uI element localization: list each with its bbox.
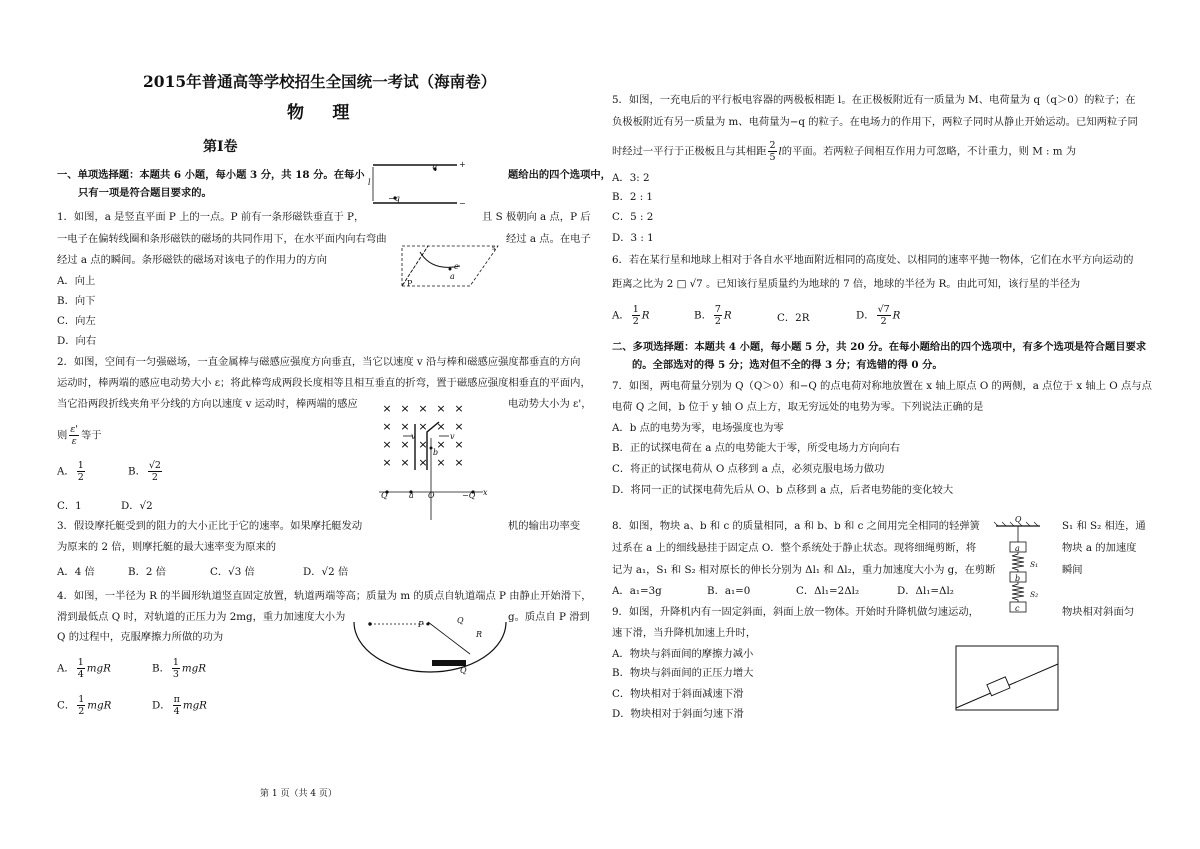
magnetic-field-figure: [375, 398, 495, 522]
spring-a-label: a: [1015, 544, 1020, 553]
q4-option-b: B． $\frac{1}{3}$ mgR: [152, 657, 207, 680]
q5-option-d: D．3 : 1: [612, 232, 654, 244]
field-v1-label: v: [411, 432, 416, 441]
q6-option-d: D． $\frac{√7}{2}$ R: [856, 304, 901, 327]
mag-a-label: a: [450, 272, 455, 281]
q5-option-a: A．3: 2: [612, 172, 650, 184]
spring-S2-label: S₂: [1030, 590, 1039, 599]
q4-line2a: 滑到最低点 Q 时，对轨道的正压力为 2mg，重力加速度大小为: [57, 611, 346, 623]
field-cross-mark: ×: [418, 402, 428, 415]
q6-option-a: A． $\frac{1}{2}$ R: [612, 304, 650, 327]
field-cross-mark: ×: [454, 456, 464, 469]
q2-option-b: B． $\frac{√2}{2}$: [128, 460, 161, 483]
q9-option-a: A．物块与斜面间的摩擦力减小: [612, 648, 754, 660]
q5-line3b: 的平面。若两粒子间相互作用力可忽略，不计重力，则 M : m 为: [781, 145, 1077, 158]
q1-option-b: B．向下: [57, 295, 96, 307]
semicircle-track-figure: [350, 612, 510, 674]
section2-line2: 的。全部选对的得 5 分；选对但不全的得 3 分；有选错的得 0 分。: [632, 359, 943, 371]
q3-line2: 为原来的 2 倍，则摩托艇的最大速率变为原来的: [57, 541, 277, 553]
q7-option-a: A．b 点的电势为零，电场强度也为零: [612, 422, 784, 434]
section2-line1: 二、多项选择题：本题共 4 小题，每小题 5 分，共 20 分。在每小题给出的四个选项中，有多个选项是符合题目要求: [612, 341, 1147, 353]
q2-ratio-num: ε': [70, 424, 79, 435]
q5-line3a: 时经过一平行于正极板且与其相距: [612, 145, 767, 158]
field-a-label: a: [409, 491, 414, 500]
field-cross-mark: ×: [436, 420, 446, 433]
q4-line1: 4．如图，一半径为 R 的半圆形轨道竖直固定放置，轨道两端等高；质量为 m 的质点自轨道端点 P 由静止开始滑下，: [57, 590, 592, 602]
field-cross-mark: ×: [436, 438, 446, 451]
q8-option-d: D．Δl₁=Δl₂: [897, 585, 954, 597]
q5-line3: 时经过一平行于正极板且与其相距 $\frac{2}{5}$ l的平面。若两粒子间相互作用力可忽略，不计重力，则 M : m 为: [612, 140, 1077, 163]
mag-s-label: s: [492, 244, 496, 252]
q6-option-b: B． $\frac{7}{2}$ R: [694, 304, 732, 327]
q4-option-c: C． $\frac{1}{2}$ mgR: [57, 694, 112, 717]
field-cross-mark: ×: [400, 402, 410, 415]
q4-line2b: g。质点自 P 滑到: [508, 611, 590, 623]
q8-option-a: A．a₁=3g: [612, 585, 662, 597]
q4-line3: Q 的过程中，克服摩擦力所做的功为: [57, 631, 224, 643]
q4-option-d: D． $\frac{\pi}{4}$ mgR: [152, 694, 207, 717]
field-cross-mark: ×: [454, 420, 464, 433]
cap-l-label: l: [368, 178, 371, 187]
q2-option-d: D．√2: [121, 500, 153, 512]
section1-line1b: 题给出的四个选项中，: [508, 169, 611, 181]
q2-equals: 等于: [81, 429, 102, 442]
semi-P-label: P: [418, 620, 424, 629]
q5-line2: 负极板附近有另一质量为 m、电荷量为−q 的粒子。在电场力的作用下，两粒子同时从静止开始运动。已知两粒子同: [612, 116, 1138, 128]
q3-option-a: A．4 倍: [57, 566, 95, 578]
semi-Q-top-label: Q: [457, 616, 464, 625]
q9-option-c: C．物块相对于斜面减速下滑: [612, 688, 744, 700]
q3-line1a: 3．假设摩托艇受到的阻力的大小正比于它的速率。如果摩托艇发动: [57, 520, 363, 532]
q2-line3b: 电动势大小为 ε'，: [508, 398, 592, 410]
field-cross-mark: ×: [454, 438, 464, 451]
field-cross-mark: ×: [436, 456, 446, 469]
q7-option-d: D．将同一正的试探电荷先后从 O、b 点移到 a 点，后者电势能的变化较大: [612, 484, 954, 496]
elevator-incline-figure: [954, 644, 1062, 714]
q9-option-b: B．物块与斜面间的正压力增大: [612, 667, 754, 679]
q1-line1a: 1．如图，a 是竖直平面 P 上的一点。P 前有一条形磁铁垂直于 P，: [57, 211, 365, 223]
q1-option-d: D．向右: [57, 335, 97, 347]
field-mQ-label: −Q: [462, 491, 476, 500]
spring-block-figure: [990, 518, 1060, 614]
field-Q-label: Q: [381, 491, 388, 500]
mag-P-label: P: [407, 279, 413, 288]
q1-option-a: A．向上: [57, 275, 96, 287]
page-footer: 第 1 页（共 4 页）: [260, 789, 337, 799]
q9-line2: 速下滑，当升降机加速上升时，: [612, 627, 757, 639]
cap-minus-q-label: −q: [388, 194, 400, 203]
q8-option-c: C．Δl₁=2Δl₂: [796, 585, 860, 597]
q6-line1: 6．若在某行星和地球上相对于各自水平地面附近相同的高度处、以相同的速率平抛一物体，它们在水平方向运动的: [612, 254, 1134, 266]
field-cross-mark: ×: [400, 420, 410, 433]
q3-line1b: 机的输出功率变: [508, 520, 581, 532]
q6-option-c: C．2R: [777, 312, 810, 324]
q7-option-c: C．将正的试探电荷从 O 点移到 a 点，必须克服电场力做功: [612, 463, 885, 475]
q8-line1b: S₁ 和 S₂ 相连，通: [1062, 520, 1146, 532]
q2-line1: 2．如图，空间有一匀强磁场，一直金属棒与磁感应强度方向垂直，当它以速度 v 沿与棒和磁感应强度都垂直的方向: [57, 356, 581, 368]
q5-frac: $\frac{2}{5}$: [769, 140, 776, 163]
q8-line2b: 物块 a 的加速度: [1062, 542, 1137, 554]
field-cross-mark: ×: [418, 438, 428, 451]
q5-option-b: B．2 : 1: [612, 191, 653, 203]
field-cross-mark: ×: [400, 438, 410, 451]
part-title: 第I卷: [203, 139, 238, 155]
q1-option-c: C．向左: [57, 315, 96, 327]
field-cross-mark: ×: [418, 420, 428, 433]
cap-minus-sign: −: [459, 199, 466, 208]
q9-option-d: D．物块相对于斜面匀速下滑: [612, 708, 744, 720]
q7-line1: 7．如图，两电荷量分别为 Q（Q＞0）和−Q 的点电荷对称地放置在 x 轴上原点 O 的两侧，a 点位于 x 轴上 O 点与点: [612, 380, 1152, 392]
q4-option-a: A． $\frac{1}{4}$ mgR: [57, 657, 111, 680]
q7-option-b: B．正的试探电荷在 a 点的电势能大于零，所受电场力方向向右: [612, 442, 900, 454]
section1-line1a: 一、单项选择题：本题共 6 小题，每小题 3 分，共 18 分。在每小: [57, 169, 365, 181]
q5-line1: 5．如图，一充电后的平行板电容器的两极板相距 l。在正极板附近有一质量为 M、电荷量为 q（q＞0）的粒子；在: [612, 94, 1136, 106]
q9-line1b: 物块相对斜面匀: [1062, 606, 1135, 618]
q6-line2: 距离之比为 2 □ √7 。已知该行星质量约为地球的 7 倍，地球的半径为 R。由此可知，该行星的半径为: [612, 278, 1081, 290]
q1-line1b: 且 S 极朝向 a 点，P 后: [482, 211, 591, 223]
field-x-label: x: [483, 488, 488, 497]
field-cross-mark: ×: [382, 402, 392, 415]
q8-line1a: 8．如图，物块 a、b 和 c 的质量相同，a 和 b、b 和 c 之间用完全相同的轻弹簧: [612, 520, 980, 532]
q8-line3a: 记为 a₁，S₁ 和 S₂ 相对原长的伸长分别为 Δl₁ 和 Δl₂，重力加速度大小为 g，在剪断: [612, 564, 996, 576]
spring-c-label: c: [1015, 604, 1020, 613]
q1-line2a: 一电子在偏转线圈和条形磁铁的磁场的共同作用下，在水平面内向右弯曲: [57, 233, 387, 245]
q2-line4: [57, 424, 102, 447]
cap-plus-sign: +: [459, 160, 466, 169]
q5-option-c: C．5 : 2: [612, 211, 654, 223]
field-cross-mark: ×: [418, 456, 428, 469]
subject-title: 物 理: [287, 103, 350, 123]
q3-option-b: B．2 倍: [128, 566, 166, 578]
q7-line2: 电荷 Q 之间，b 位于 y 轴 O 点上方，取无穷远处的电势为零。下列说法正确的是: [612, 401, 984, 413]
field-cross-mark: ×: [454, 402, 464, 415]
q8-line3b: 瞬间: [1062, 564, 1083, 576]
q2-line3a: 当它沿两段折线夹角平分线的方向以速度 v 运动时，棒两端的感应: [57, 398, 358, 410]
mag-e-label: e: [454, 262, 459, 271]
field-cross-mark: ×: [400, 456, 410, 469]
q2-ratio-den: ε: [71, 436, 77, 447]
field-O-label: O: [428, 491, 435, 500]
q9-line1a: 9．如图，升降机内有一固定斜面，斜面上放一物体。开始时升降机做匀速运动，: [612, 606, 979, 618]
q8-line2a: 过系在 a 上的细线悬挂于固定点 O．整个系统处于静止状态。现将细绳剪断，将: [612, 542, 977, 554]
q2-ratio-frac: [69, 424, 79, 447]
spring-b-label: b: [1015, 574, 1021, 583]
q3-option-c: C．√3 倍: [210, 566, 255, 578]
field-v2-label: v: [450, 432, 455, 441]
q2-then: 则: [57, 429, 68, 442]
exam-title: 2015年普通高等学校招生全国统一考试（海南卷）: [143, 72, 497, 91]
q3-option-d: D．√2 倍: [303, 566, 349, 578]
field-cross-mark: ×: [436, 402, 446, 415]
field-cross-mark: ×: [382, 438, 392, 451]
spring-S1-label: S₁: [1030, 560, 1039, 569]
q8-option-b: B．a₁=0: [707, 585, 751, 597]
cap-plus-q-label: q: [432, 162, 438, 171]
semi-Q-bottom-label: Q: [460, 666, 467, 675]
spring-O-label: O: [1015, 515, 1022, 524]
q2-line2: 运动时，棒两端的感应电动势大小 ε；将此棒弯成两段长度相等且相互垂直的折弯，置于磁感应强度相垂直的平面内，: [57, 377, 591, 389]
field-cross-mark: ×: [382, 420, 392, 433]
q1-line2b: 经过 a 点。在电子: [506, 233, 591, 245]
q2-option-c: C．1: [57, 500, 82, 512]
q1-line3: 经过 a 点的瞬间。条形磁铁的磁场对该电子的作用力的方向: [57, 254, 328, 266]
field-b-label: b: [433, 448, 439, 457]
field-cross-mark: ×: [382, 456, 392, 469]
semi-R-label: R: [476, 630, 483, 639]
section1-line2: 只有一项是符合题目要求的。: [78, 187, 212, 199]
q2-option-a: A． $\frac{1}{2}$: [57, 460, 84, 483]
